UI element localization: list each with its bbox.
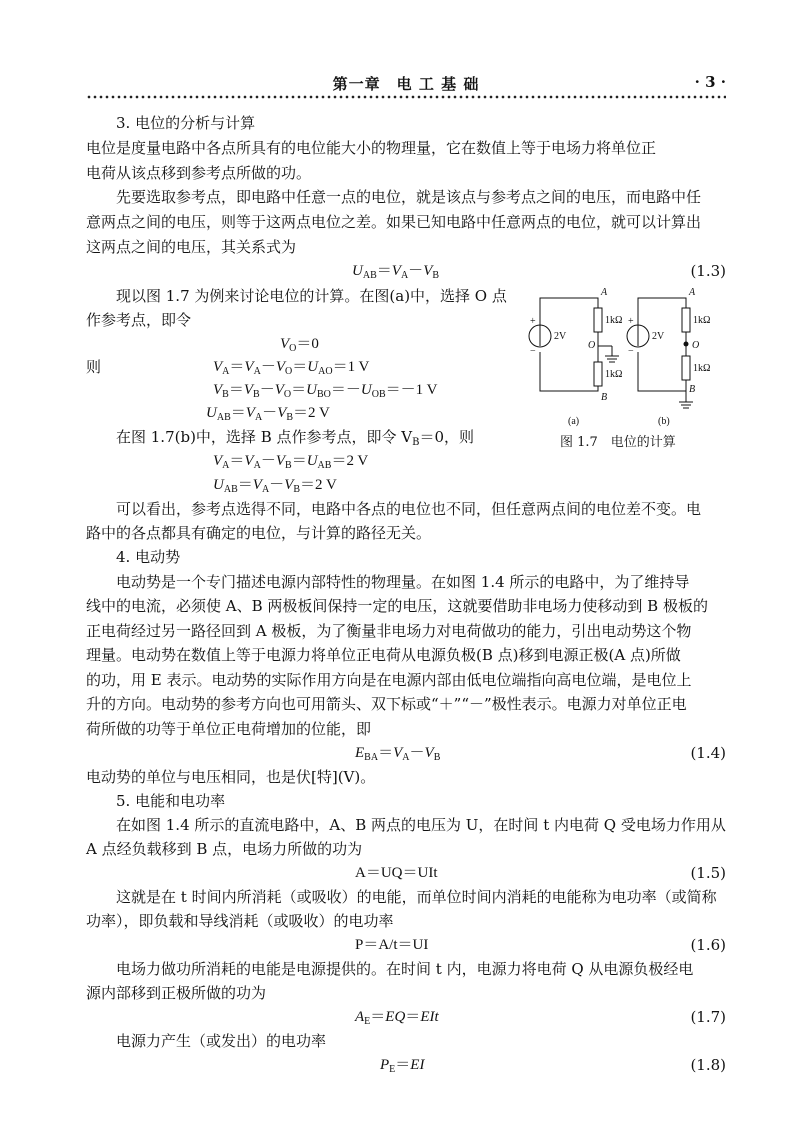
- para-line: 这就是在 t 时间内所消耗（或吸收）的电能，而单位时间内消耗的电能称为电功率（或简称: [116, 888, 717, 906]
- node-a-label: A: [601, 287, 608, 298]
- wire: [540, 352, 598, 391]
- equation-1-3: $U_{AB}=V_A-V_B$: [352, 263, 440, 281]
- section-title-5: 5. 电能和电功率: [116, 792, 226, 810]
- para-text: 在图 1.7(b)中，选择 B 点作参考点，即令 V: [116, 428, 413, 446]
- subfig-label-b: (b): [658, 416, 670, 427]
- para-sub: B: [412, 437, 420, 448]
- resistor-value: 1kΩ: [605, 315, 623, 326]
- section-title-3: 3. 电位的分析与计算: [116, 114, 256, 132]
- para-line: 的功，用 E 表示。电动势的实际作用方向是在电源内部由低电位端指向高电位端，是电位上: [86, 671, 692, 689]
- chapter-title: 第一章 电 工 基 础: [332, 75, 480, 93]
- subfig-label-a: (a): [568, 416, 580, 427]
- node-b-label: B: [689, 384, 696, 395]
- para-line: A 点经负载移到 B 点，电场力所做的功为: [86, 840, 363, 858]
- equation-1-6: P＝A/t＝UI: [355, 937, 429, 953]
- source-value-b: 2V: [652, 331, 665, 342]
- equation-va2: $V_A=V_A-V_B=U_{AB}=2$ V: [213, 453, 369, 471]
- wire: [540, 298, 598, 346]
- wire: [638, 352, 686, 391]
- equation-number: (1.3): [690, 262, 726, 280]
- para-line: 正电荷经过另一路径回到 A 极板，为了衡量非电场力对电荷做功的能力，引出电动势这个物: [86, 622, 692, 640]
- para-line: 电动势是一个专门描述电源内部特性的物理量。在如图 1.4 所示的电路中，为了维持导: [116, 573, 690, 591]
- para-line: 荷所做的功等于单位正电荷增加的位能，即: [86, 720, 372, 738]
- para-line: 线中的电流，必须使 A、B 两极板间保持一定的电压，这就要借助非电场力使移动到 B 极板的: [86, 597, 708, 615]
- node-b-label: B: [601, 392, 608, 403]
- plus-sign: +: [628, 316, 634, 327]
- plus-sign: +: [530, 316, 536, 327]
- equation-1-5: A＝UQ＝UIt: [355, 865, 438, 881]
- equation-vo: $V_O=0$: [280, 336, 319, 354]
- page-number: · 3 ·: [694, 73, 726, 91]
- para-line: 功率），即负载和导线消耗（或吸收）的电功率: [86, 912, 394, 930]
- page-header: [86, 66, 726, 94]
- para-line: 在如图 1.4 所示的直流电路中，A、B 两点的电压为 U，在时间 t 内电荷 Q 受电场力作用从: [116, 816, 726, 834]
- para-line: 源内部移到正极所做的功为: [86, 984, 267, 1002]
- para-line: 电源力产生（或发出）的电功率: [116, 1032, 327, 1050]
- figure-1-7: [528, 286, 728, 458]
- para-line: 现以图 1.7 为例来讨论电位的计算。在图(a)中，选择 O 点: [116, 287, 507, 305]
- para-line: 路中的各点都具有确定的电位，与计算的路径无关。: [86, 524, 432, 542]
- node-o-dot: [684, 342, 689, 347]
- para-line: 电荷从该点移到参考点所做的功。: [86, 164, 312, 182]
- para-line: 电位是度量电路中各点所具有的电位能大小的物理量，它在数值上等于电场力将单位正: [86, 139, 657, 157]
- equation-uab1: $U_{AB}=V_A-V_B=2$ V: [206, 405, 330, 423]
- para-line: 先要选取参考点，即电路中任意一点的电位，就是该点与参考点之间的电压，而电路中任: [116, 188, 702, 206]
- equation-uab2: $U_{AB}=V_A-V_B=2$ V: [213, 477, 337, 495]
- para-line: 升的方向。电动势的参考方向也可用箭头、双下标或“＋”“－”极性表示。电源力对单位正电: [86, 695, 687, 713]
- para-line: 理量。电动势在数值上等于电源力将单位正电荷从电源负极(B 点)移到电源正极(A 点)所做: [86, 646, 681, 664]
- para-line: 电动势的单位与电压相同，也是伏[特](V)。: [86, 768, 376, 786]
- equation-1-4: $E_{BA}=V_A-V_B$: [355, 745, 441, 763]
- resistor-a-bottom: [594, 362, 602, 386]
- para-text: ＝0，则: [419, 428, 474, 446]
- figure-caption: 图 1.7 电位的计算: [560, 435, 676, 450]
- equation-number: (1.5): [690, 864, 726, 882]
- equation-vb1: $V_B=V_B-V_O=U_{BO}=-U_{OB}=-1$ V: [213, 382, 438, 400]
- resistor-b-bottom: [682, 356, 690, 380]
- header-divider: [86, 94, 726, 100]
- equation-1-7: $A_E=EQ=EIt$: [355, 1009, 439, 1027]
- resistor-value: 1kΩ: [693, 315, 711, 326]
- minus-sign: −: [530, 346, 536, 357]
- resistor-a-top: [594, 308, 602, 332]
- node-o-label: O: [588, 340, 596, 351]
- resistor-value: 1kΩ: [693, 363, 711, 374]
- equation-1-8: $P_E=EI$: [380, 1057, 425, 1075]
- para-line: 可以看出，参考点选得不同，电路中各点的电位也不同，但任意两点间的电位差不变。电: [116, 500, 702, 518]
- equation-number: (1.7): [690, 1008, 726, 1026]
- resistor-value: 1kΩ: [605, 369, 623, 380]
- section-title-4: 4. 电动势: [116, 548, 181, 566]
- equation-va1: $V_A=V_A-V_O=U_{AO}=1$ V: [213, 359, 370, 377]
- equation-number: (1.8): [690, 1056, 726, 1074]
- resistor-b-top: [682, 308, 690, 332]
- para-line: 电场力做功所消耗的电能是电源提供的。在时间 t 内，电源力将电荷 Q 从电源负极经电: [116, 960, 694, 978]
- node-a-label: A: [689, 287, 696, 298]
- para-line: 意两点之间的电压，则等于这两点电位之差。如果已知电路中任意两点的电位，就可以计算出: [86, 213, 702, 231]
- equation-number: (1.6): [690, 936, 726, 954]
- para-line: 作参考点，即令: [86, 311, 192, 329]
- source-value-a: 2V: [554, 331, 567, 342]
- node-o-label: O: [692, 340, 700, 351]
- minus-sign: −: [628, 346, 634, 357]
- circuit-diagram: [528, 286, 728, 436]
- equation-number: (1.4): [690, 744, 726, 762]
- para-line: 这两点之间的电压，其关系式为: [86, 238, 297, 256]
- then-word: 则: [86, 358, 102, 376]
